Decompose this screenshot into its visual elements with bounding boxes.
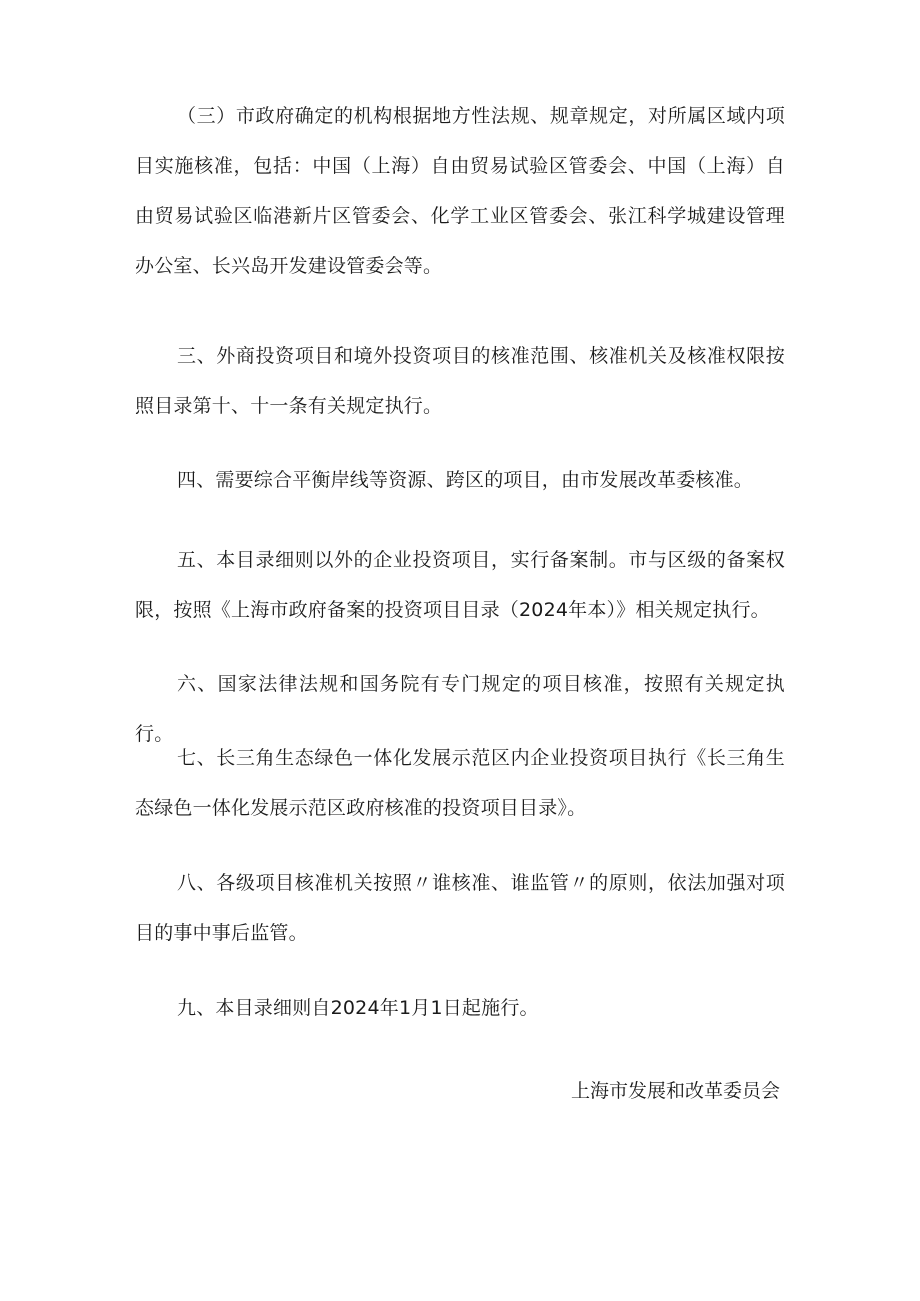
paragraph-article-6: 六、国家法律法规和国务院有专门规定的项目核准，按照有关规定执行。 — [135, 673, 785, 745]
paragraph-article-5: 五、本目录细则以外的企业投资项目，实行备案制。市与区级的备案权限，按照《上海市政府备案的投资项目目录（2024年本）》相关规定执行。 — [135, 549, 785, 621]
paragraph-article-8: 八、各级项目核准机关按照〃谁核准、谁监管〃的原则，依法加强对项目的事中事后监管。 — [135, 872, 785, 944]
paragraph-article-4: 四、需要综合平衡岸线等资源、跨区的项目，由市发展改革委核准。 — [177, 469, 754, 491]
paragraph-article-9: 九、本目录细则自2024年1月1日起施行。 — [177, 997, 539, 1019]
paragraph-article-3: 三、外商投资项目和境外投资项目的核准范围、核准机关及核准权限按照目录第十、十一条有关规定执行。 — [135, 345, 785, 417]
paragraph-3-designated-agencies: （三）市政府确定的机构根据地方性法规、规章规定，对所属区域内项目实施核准，包括：中国（上海）自由贸易试验区管委会、中国（上海）自由贸易试验区临港新片区管委会、化学工业区管委会、张江科学城建设管理办公室、长兴岛开发建设管委会等。 — [135, 105, 785, 277]
paragraph-article-7: 七、长三角生态绿色一体化发展示范区内企业投资项目执行《长三角生态绿色一体化发展示范区政府核准的投资项目目录》。 — [135, 747, 785, 819]
issuer-signature: 上海市发展和改革委员会 — [570, 1080, 780, 1102]
